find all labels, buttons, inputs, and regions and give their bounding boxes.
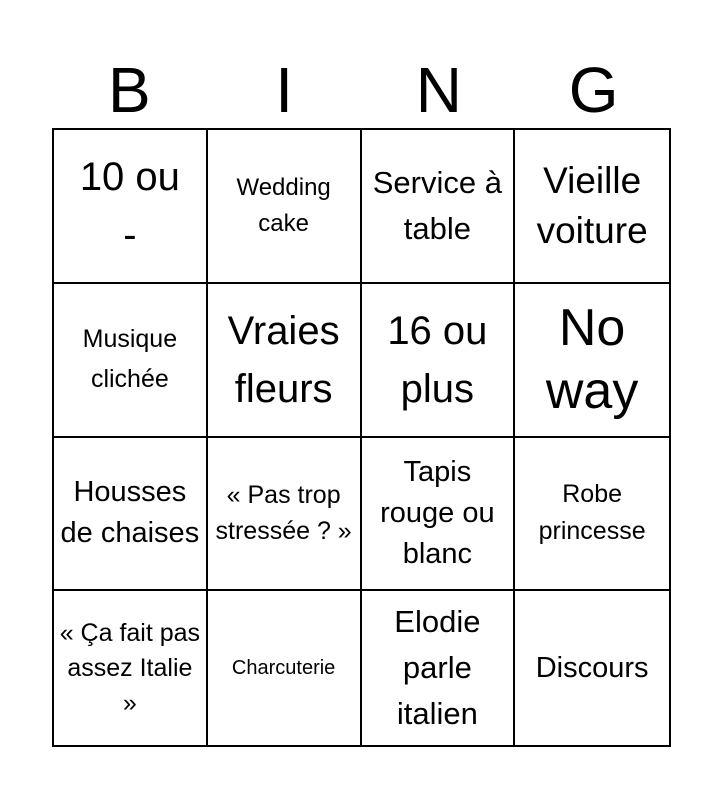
bingo-cell-12[interactable] [515, 438, 669, 592]
bingo-cell-14[interactable] [208, 591, 362, 745]
bingo-cell-2[interactable] [208, 130, 362, 284]
cell-text: Service à table [372, 165, 502, 246]
bingo-cell-6[interactable] [208, 284, 362, 438]
header-letter-b: B [108, 54, 151, 126]
bingo-header [52, 52, 671, 128]
cell-text: 16 ou plus [387, 308, 488, 411]
bingo-cell-5[interactable] [54, 284, 208, 438]
cell-text: 10 ou - [79, 154, 180, 257]
cell-text: No way [545, 299, 639, 420]
bingo-grid [52, 128, 671, 747]
cell-text: « Pas trop stressée ? » [215, 481, 352, 546]
cell-text: Elodie parle italien [394, 604, 481, 732]
cell-text: Tapis rouge ou blanc [380, 455, 495, 570]
bingo-cell-1[interactable] [54, 130, 208, 284]
cell-text: Musique clichée [82, 325, 178, 393]
cell-text: Wedding cake [236, 174, 331, 237]
header-letter-g: G [568, 54, 619, 126]
bingo-cell-15[interactable] [362, 591, 516, 745]
cell-text: Housses de chaises [60, 476, 200, 550]
cell-text: « Ça fait pas assez Italie » [59, 618, 201, 717]
bingo-cell-16[interactable] [515, 591, 669, 745]
bingo-cell-9[interactable] [54, 438, 208, 592]
cell-text: Vieille voiture [536, 159, 648, 251]
bingo-cell-7[interactable] [362, 284, 516, 438]
bingo-cell-3[interactable] [362, 130, 516, 284]
cell-text: Charcuterie [231, 656, 336, 679]
cell-text: Discours [535, 651, 649, 684]
bingo-cell-4[interactable] [515, 130, 669, 284]
header-letter-i: I [275, 54, 294, 126]
bingo-cell-8[interactable] [515, 284, 669, 438]
header-letter-n: N [415, 54, 462, 126]
cell-text: Robe princesse [538, 479, 646, 546]
bingo-cell-11[interactable] [362, 438, 516, 592]
bingo-cell-10[interactable] [208, 438, 362, 592]
bingo-cell-13[interactable] [54, 591, 208, 745]
cell-text: Vraies fleurs [227, 308, 340, 411]
